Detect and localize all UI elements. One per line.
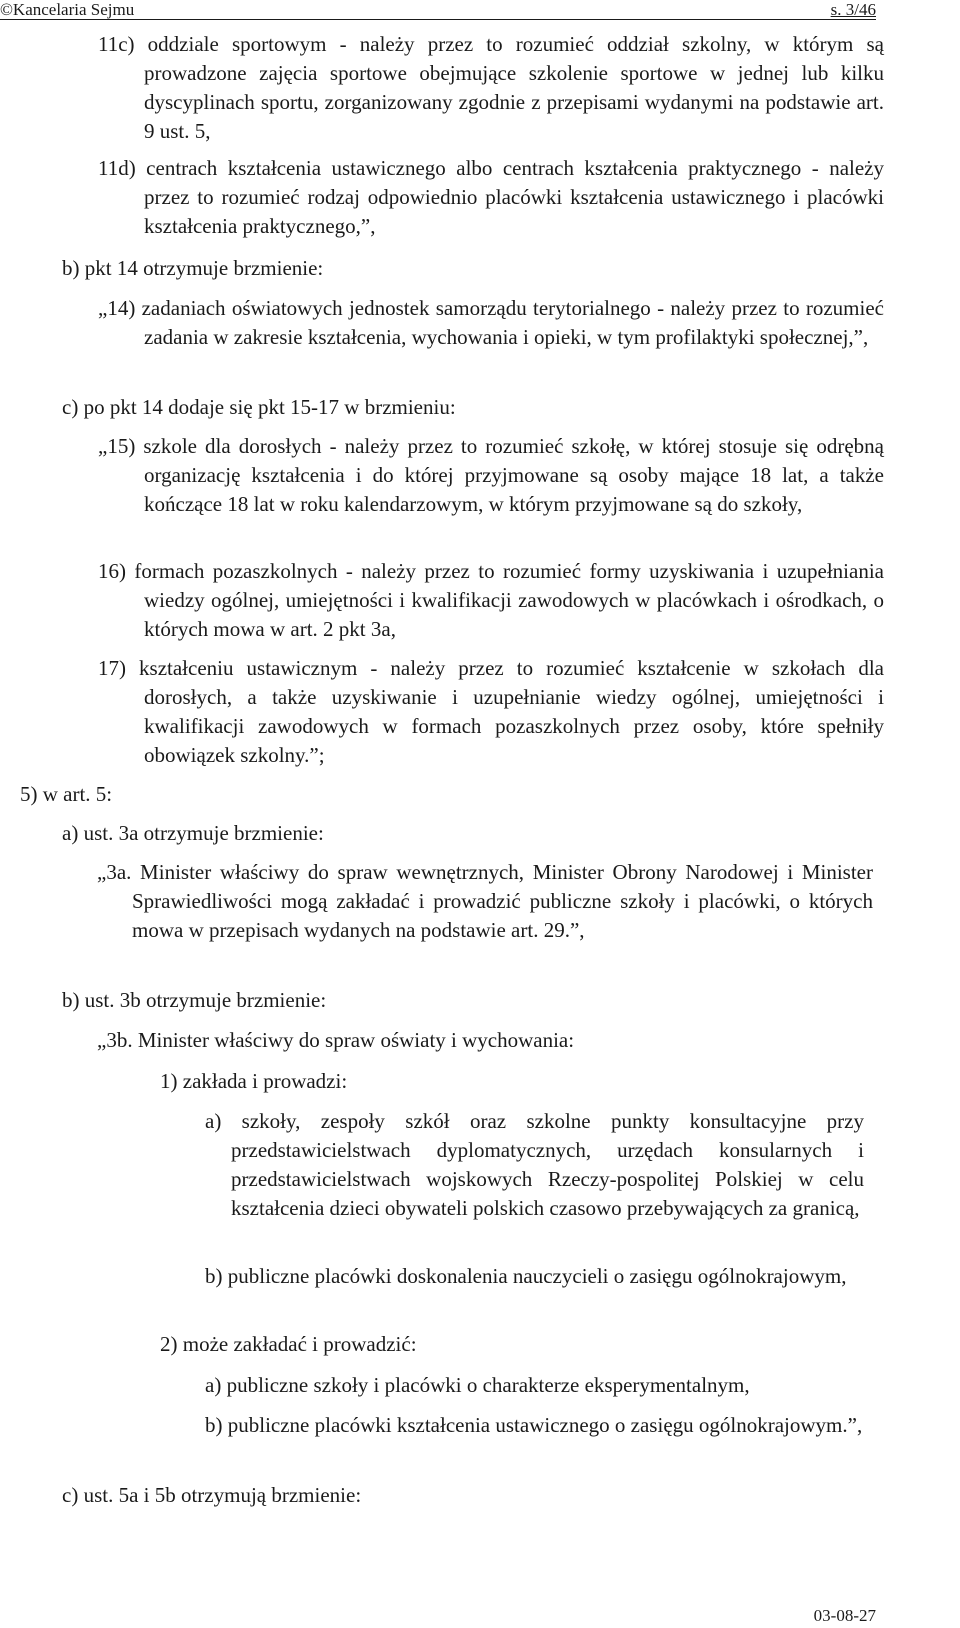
- point-15: „15) szkole dla dorosłych - należy przez to rozumieć szkołę, w której stosuje się odrębną organizację kształcenia i do której przyjmowane są osoby mające 18 lat, a także kończące 18 lat w roku kalendarzowym, w którym przyjmowane są do szkoły,: [98, 434, 884, 516]
- ust-3b-point-2: 2) może zakładać i prowadzić:: [160, 1332, 417, 1356]
- ust-3b-point-1b: b) publiczne placówki doskonalenia nauczycieli o zasięgu ogólnokrajowym,: [205, 1264, 847, 1288]
- footer-date: 03-08-27: [813, 1606, 876, 1625]
- point-17: 17) kształceniu ustawicznym - należy przez to rozumieć kształcenie w szkołach dla dorosłych, a także uzyskiwanie i uzupełnianie wiedzy ogólnej, umiejętności i kwalifikacji zawodowych w formach pozaszkolnych przez osoby, które spełniły obowiązek szkolny.”;: [98, 656, 884, 767]
- header-source: ©Kancelaria Sejmu: [0, 0, 135, 19]
- item-b-pkt14: b) pkt 14 otrzymuje brzmienie:: [62, 256, 324, 280]
- header-page-number: s. 3/46: [830, 0, 876, 19]
- ust-3b-point-2a: a) publiczne szkoły i placówki o charakterze eksperymentalnym,: [205, 1373, 750, 1397]
- ust-3b-point-1: 1) zakłada i prowadzi:: [160, 1069, 348, 1093]
- header-divider: [0, 19, 876, 20]
- item-a-ust3a: a) ust. 3a otrzymuje brzmienie:: [62, 821, 324, 845]
- item-b-ust3b: b) ust. 3b otrzymuje brzmienie:: [62, 988, 327, 1012]
- ust-3b-point-1a: a) szkoły, zespoły szkół oraz szkolne punkty konsultacyjne przy przedstawicielstwach dyplomatycznych, urzędach konsularnych i przedstawicielstwach wojskowych Rzeczy-pospolitej Polskiej w celu kształcenia dzieci obywateli polskich czasowo przebywających za granicą,: [205, 1109, 864, 1220]
- item-5-art5: 5) w art. 5:: [20, 782, 113, 806]
- ust-3b: „3b. Minister właściwy do spraw oświaty i wychowania:: [97, 1028, 575, 1052]
- item-c-pkt14: c) po pkt 14 dodaje się pkt 15-17 w brzmieniu:: [62, 395, 456, 419]
- point-16: 16) formach pozaszkolnych - należy przez to rozumieć formy uzyskiwania i uzupełniania wiedzy ogólnej, umiejętności i kwalifikacji zawodowych w placówkach i ośrodkach, o których mowa w art. 2 pkt 3a,: [98, 559, 884, 641]
- point-11c: 11c) oddziale sportowym - należy przez to rozumieć oddział szkolny, w którym są prowadzone zajęcia sportowe obejmujące szkolenie sportowe w jednej lub kilku dyscyplinach sportu, zorganizowany zgodnie z przepisami wydanymi na podstawie art. 9 ust. 5,: [98, 32, 884, 143]
- point-14: „14) zadaniach oświatowych jednostek samorządu terytorialnego - należy przez to rozumieć zadania w zakresie kształcenia, wychowania i opieki, w tym profilaktyki społecznej,”,: [98, 296, 884, 349]
- ust-3a: „3a. Minister właściwy do spraw wewnętrznych, Minister Obrony Narodowej i Minister Sprawiedliwości mogą zakładać i prowadzić publiczne szkoły i placówki, o których mowa w przepisach wydanych na podstawie art. 29.”,: [97, 860, 873, 942]
- point-11d: 11d) centrach kształcenia ustawicznego albo centrach kształcenia praktycznego - należy przez to rozumieć rodzaj odpowiednio placówki kształcenia ustawicznego i placówki kształcenia praktycznego,”,: [98, 156, 884, 238]
- item-c-ust5a: c) ust. 5a i 5b otrzymują brzmienie:: [62, 1483, 362, 1507]
- ust-3b-point-2b: b) publiczne placówki kształcenia ustawicznego o zasięgu ogólnokrajowym.”,: [205, 1413, 863, 1437]
